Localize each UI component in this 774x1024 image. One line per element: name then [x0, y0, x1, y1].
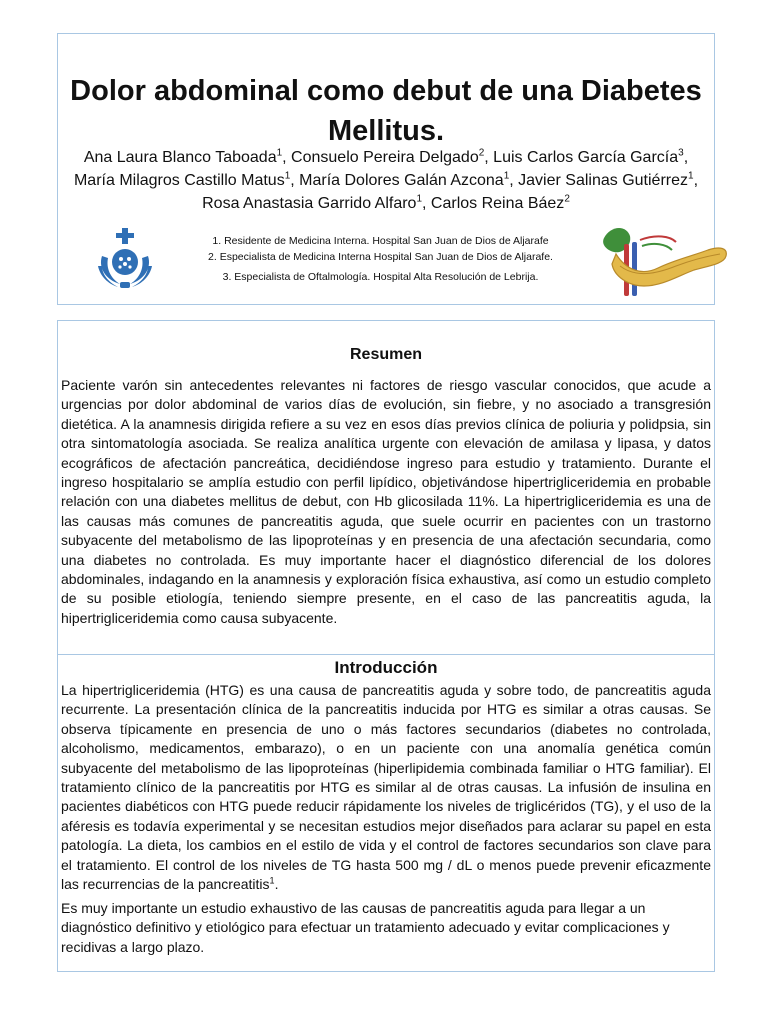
author-list — [68, 146, 704, 215]
introduccion-paragraph: La hipertrigliceridemia (HTG) es una causa de pancreatitis aguda y sobre todo, de pancreatitis aguda recurrente. La presentación clínica de la pancreatitis inducida por HTG es similar a otras causas. Se observa típicamente en presencia de uno o más factores secundarios (diabetes no controlada, alcoholismo, medicamentos, embarazo), o en un paciente con una anomalía genética común subyacente del metabolismo de las lipoproteínas (hiperlipidemia combinada familiar o HTG familiar). El tratamiento clínico de la pancreatitis por HTG es similar al de otras causas. La infusión de insulina en pacientes diabéticos con HTG puede reducir rápidamente los niveles de triglicéridos (TG), y el uso de la aféresis es todavía experimental y se necesitan estudios mejor diseñados para aclarar su papel en esta patología. La dieta, los cambios en el estilo de vida y el control de factores secundarios son clave para el tratamiento. El control de los niveles de TG hasta 500 mg / dL o menos puede prevenir eficazmente las recurrencias de la pancreatitis$^1$. — [61, 682, 711, 893]
affiliations — [168, 233, 593, 285]
hospital-emblem-icon — [96, 226, 154, 290]
pancreas-illustration-icon — [596, 220, 730, 300]
author: Consuelo Pereira Delgado$^2$, — [291, 147, 494, 166]
author: Ana Laura Blanco Taboada$^1$, — [83, 147, 292, 166]
poster-body — [57, 320, 715, 972]
poster-title: Dolor abdominal como debut de una Diabetes Mellitus. — [70, 75, 702, 147]
poster-header — [57, 33, 715, 305]
affiliation-3: 3. Especialista de Oftalmología. Hospital Alta Resolución de Lebrija. — [222, 271, 539, 283]
introduccion-paragraph-2: Es muy importante un estudio exhaustivo de las causas de pancreatitis aguda para llegar a un diagnóstico definitivo y etiológico para efectuar un tratamiento adecuado y evitar complicaciones y recidivas a largo plazo. — [61, 900, 670, 955]
author: Rosa Anastasia Garrido Alfaro$^1$, — [202, 193, 431, 212]
resumen-heading: Resumen — [349, 346, 423, 363]
affiliation-1: 1. Residente de Medicina Interna. Hospital San Juan de Dios de Aljarafe — [212, 235, 549, 247]
affiliation-2: 2. Especialista de Medicina Interna Hospital San Juan de Dios de Aljarafe. — [208, 251, 553, 263]
resumen-paragraph: Paciente varón sin antecedentes relevantes ni factores de riesgo vascular conocidos, que acude a urgencias por dolor abdominal de varios días de evolución, sin fiebre, y no asociado a transgresión dietética. A la anamnesis dirigida refiere a su vez en esos días previos clínica de poliuria y polidpsia, sin otra sintomatología asociada. Se realiza analítica urgente con elevación de amilasa y lipasa, y datos ecográficos de afectación pancreática, decidiéndose ingreso para estudio y tratamiento. Durante el ingreso hospitalario se amplía estudio con perfil lipídico, objetivándose hipertrigliceridemia en probable relación con una diabetes mellitus de debut, con Hb glicosilada 11%. La hipertrigliceridemia es una de las causas más comunes de pancreatitis aguda, que suele ocurrir en pacientes con un trastorno subyacente del metabolismo de las lipoproteínas y en presencia de una afectación secundaria, como una diabetes no controlada. Es muy importante hacer el diagnóstico diferencial de los dolores abdominales, indagando en la anamnesis y exploración física exhaustiva, así como un estudio completo de su posible etiología, teniendo siempre presente, en el caso de las pancreatitis aguda, la hipertrigliceridemia como causa subyacente. — [61, 377, 711, 626]
author: Javier Salinas Gutiérrez$^1$, — [518, 170, 699, 189]
author: María Milagros Castillo Matus$^1$, — [73, 170, 300, 189]
author: Luis Carlos García García$^3$, — [493, 147, 689, 166]
author: Carlos Reina Báez$^2$ — [430, 193, 570, 212]
introduccion-heading: Introducción — [334, 658, 438, 677]
author: María Dolores Galán Azcona$^1$, — [299, 170, 519, 189]
section-divider — [58, 654, 714, 655]
